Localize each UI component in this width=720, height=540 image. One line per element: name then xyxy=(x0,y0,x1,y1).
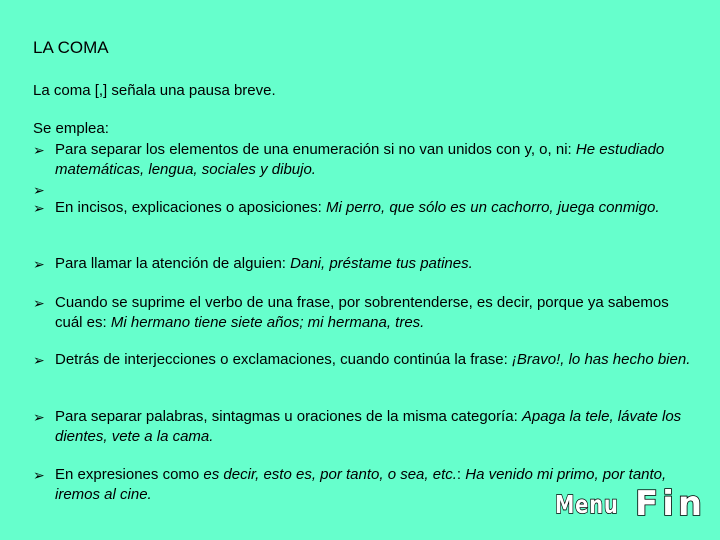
item-text: En incisos, explicaciones o aposiciones: xyxy=(55,199,326,216)
arrow-bullet-icon: ➢ xyxy=(33,256,45,272)
menu-button[interactable]: Menu xyxy=(555,490,619,519)
item-mid-text: : xyxy=(456,466,466,483)
item-example: Mi hermano tiene siete años; mi hermana, tres. xyxy=(110,314,425,331)
list-item-categoria xyxy=(33,407,693,447)
item-mid-example: es decir, esto es, por tanto, o sea, etc. xyxy=(203,466,457,483)
intro-text: La coma [,] señala una pausa breve. xyxy=(33,82,276,99)
list-item-elipsis xyxy=(33,293,693,333)
item-text: Detrás de interjecciones o exclamaciones, cuando continúa la frase: xyxy=(55,351,512,368)
item-text: Para llamar la atención de alguien: xyxy=(55,255,291,272)
fin-button[interactable]: Fin xyxy=(635,484,707,524)
arrow-bullet-icon: ➢ xyxy=(33,200,45,216)
item-text: Para separar palabras, sintagmas u oraciones de la misma categoría: xyxy=(55,408,522,425)
item-example: Mi perro, que sólo es un cachorro, juega conmigo. xyxy=(325,199,660,216)
arrow-bullet-icon: ➢ xyxy=(33,295,45,311)
uses-label: Se emplea: xyxy=(33,120,109,137)
item-text: Para separar los elementos de una enumeración si no van unidos con y, o, ni: xyxy=(55,141,576,158)
item-example: Apaga la tele, lávate los dientes, vete a la cama. xyxy=(55,408,682,445)
list-item-incisos xyxy=(33,198,693,218)
list-item-enumeration xyxy=(33,140,693,180)
item-example: He estudiado matemáticas, lengua, sociales y dibujo. xyxy=(55,141,665,178)
item-example: ¡Bravo!, lo has hecho bien. xyxy=(511,351,691,368)
arrow-bullet-icon: ➢ xyxy=(33,409,45,425)
arrow-bullet-icon: ➢ xyxy=(33,142,45,158)
item-example: Dani, préstame tus patines. xyxy=(290,255,473,272)
arrow-bullet-icon: ➢ xyxy=(33,467,45,483)
list-item-vocativo xyxy=(33,254,693,274)
item-text: Cuando se suprime el verbo de una frase, por sobrentenderse, es decir, porque ya sabemos cuál es: xyxy=(55,294,669,331)
page-title: LA COMA xyxy=(33,38,109,57)
item-example: Ha venido mi primo, por tanto, iremos al cine. xyxy=(55,466,667,503)
arrow-bullet-icon: ➢ xyxy=(33,182,45,198)
item-text: En expresiones como xyxy=(55,466,204,483)
arrow-bullet-icon: ➢ xyxy=(33,352,45,368)
list-item-interjecciones xyxy=(33,350,693,370)
